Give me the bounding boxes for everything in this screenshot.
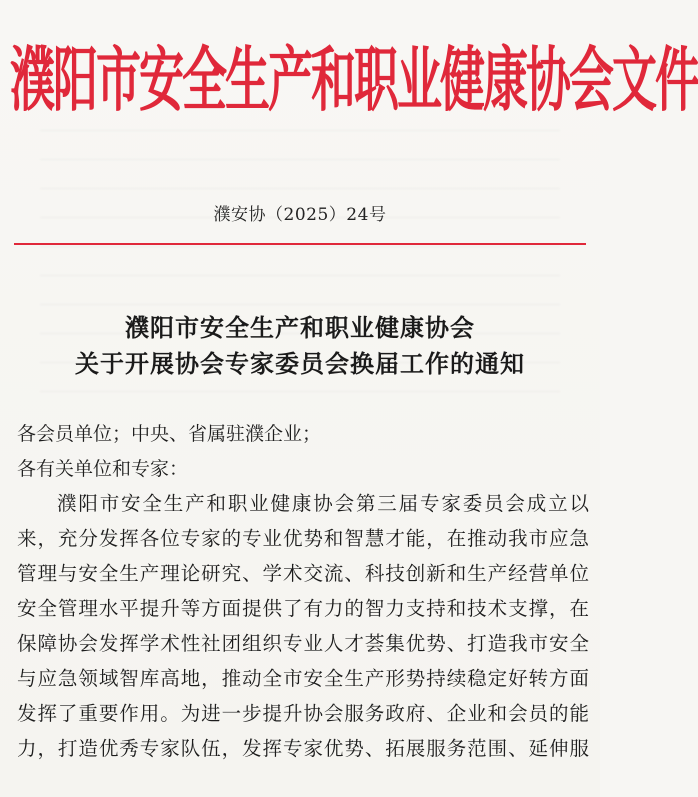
body-paragraph-line: 力，打造优秀专家队伍，发挥专家优势、拓展服务范围、延伸服 xyxy=(17,737,589,760)
body-paragraph-line: 与应急领域智库高地，推动全市安全生产形势持续稳定好转方面 xyxy=(17,667,589,690)
body-paragraph-line: 管理与安全生产理论研究、学术交流、科技创新和生产经营单位 xyxy=(17,562,589,585)
red-divider-line xyxy=(14,243,586,245)
body-paragraph-line: 保障协会发挥学术性社团组织专业人才荟集优势、打造我市安全 xyxy=(17,632,589,655)
document-number: 濮安协（2025）24号 xyxy=(213,205,387,225)
body-paragraph-line: 濮阳市安全生产和职业健康协会第三届专家委员会成立以 xyxy=(57,492,589,515)
document-title-line-1: 濮阳市安全生产和职业健康协会 xyxy=(125,314,475,342)
document-title-line-2: 关于开展协会专家委员会换届工作的通知 xyxy=(75,350,525,378)
salutation-line-2: 各有关单位和专家： xyxy=(17,458,189,480)
body-paragraph-line: 发挥了重要作用。为进一步提升协会服务政府、企业和会员的能 xyxy=(17,702,589,725)
salutation-line-1: 各会员单位；中央、省属驻濮企业； xyxy=(17,423,322,445)
body-paragraph-line: 来，充分发挥各位专家的专业优势和智慧才能，在推动我市应急 xyxy=(17,527,589,550)
body-paragraph-line: 安全管理水平提升等方面提供了有力的智力支持和技术支撑，在 xyxy=(17,597,589,620)
document-masthead: 濮阳市安全生产和职业健康协会文件 xyxy=(10,38,698,121)
